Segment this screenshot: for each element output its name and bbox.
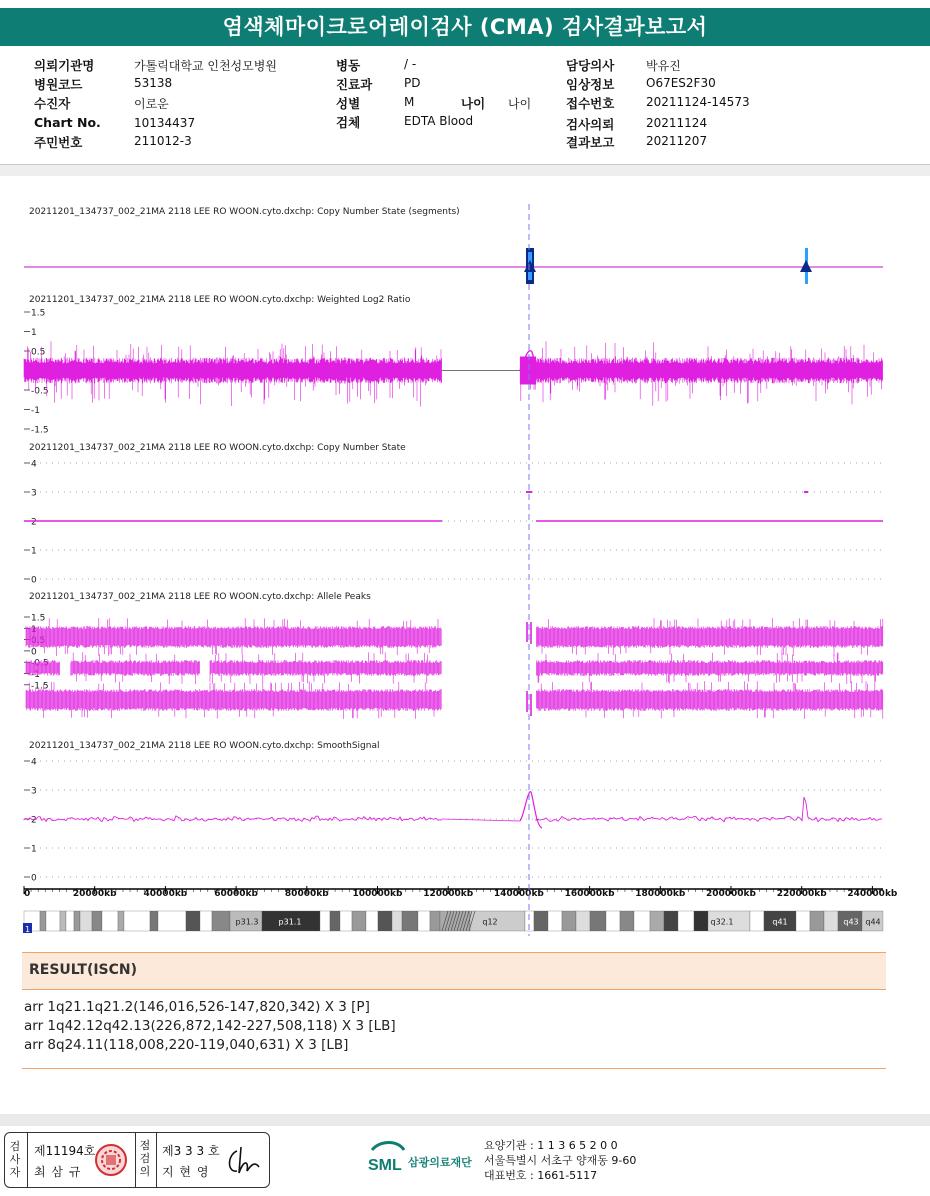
signature-box	[4, 1132, 270, 1188]
axis-tick-label: 0.5	[31, 636, 46, 647]
info-value: 53138	[134, 76, 173, 90]
axis-tick-label: -0.5	[31, 386, 49, 397]
position-tick-label: 60000kb	[214, 889, 258, 899]
ideogram-band	[634, 911, 650, 931]
position-tick-label: 120000kb	[423, 889, 474, 899]
info-value: / -	[404, 57, 417, 71]
ideogram-band	[340, 911, 352, 931]
cma-plot	[0, 176, 930, 946]
info-label: 담당의사	[566, 58, 615, 73]
log2-track-title: 20211201_134737_002_21MA 2118 LEE RO WOON.cyto.dxchp: Weighted Log2 Ratio	[29, 295, 411, 305]
age-label: 나이	[461, 96, 486, 111]
info-value: 이로운	[134, 97, 169, 111]
info-label: 성별	[336, 96, 361, 111]
axis-tick-label: 0	[31, 647, 37, 658]
ideogram-band	[158, 911, 186, 931]
info-label: 병동	[336, 58, 361, 73]
axis-tick-label: 1	[31, 328, 37, 338]
axis-tick-label: -0.5	[31, 658, 49, 669]
axis-tick-label: 1	[31, 624, 37, 635]
info-label: Chart No.	[34, 115, 101, 130]
ideogram-band	[212, 911, 230, 931]
result-list	[24, 998, 396, 1055]
ideogram-band	[650, 911, 664, 931]
ideogram-band-label: q32.1	[710, 917, 734, 927]
axis-tick-label: 1	[31, 546, 37, 557]
axis-tick-label: 3	[31, 786, 37, 797]
axis-tick-label: 2	[31, 815, 37, 826]
reviewer-name: 지 현 영	[162, 1165, 210, 1179]
log2-signal	[24, 341, 883, 406]
axis-tick-label: -1	[31, 670, 40, 680]
ideogram-band	[92, 911, 102, 931]
smooth-line	[24, 816, 442, 822]
ideogram-band	[750, 911, 764, 931]
result-heading-text: RESULT(ISCN)	[29, 962, 138, 978]
ideogram-band	[150, 911, 158, 931]
position-tick-label: 200000kb	[705, 889, 757, 899]
ideogram-band	[186, 911, 200, 931]
ideogram-band	[664, 911, 678, 931]
axis-tick-label: 1	[31, 844, 37, 855]
reviewer-number: 제3 3 3 호	[162, 1144, 220, 1158]
info-label: 수진자	[34, 96, 71, 111]
ideogram-band	[576, 911, 590, 931]
ideogram-band	[678, 911, 694, 931]
reviewer-label: 점검의	[139, 1139, 151, 1178]
lab-name: 삼광의료재단	[408, 1156, 472, 1169]
position-tick-label: 40000kb	[143, 889, 188, 899]
footer-divider	[0, 1114, 930, 1126]
position-tick-label: 140000kb	[493, 889, 544, 899]
chromosome-ideogram	[24, 911, 883, 931]
ideogram-band	[796, 911, 810, 931]
ideogram-band	[40, 911, 46, 931]
ideogram-band	[402, 911, 418, 931]
result-line: arr 1q42.12q42.13(226,872,142-227,508,118) X 3 [LB]	[24, 1018, 396, 1034]
position-tick-label: 20000kb	[72, 889, 117, 899]
lab-info-line: 요양기관 : 1 1 3 6 5 2 0 0	[484, 1139, 618, 1152]
smooth-line	[536, 797, 882, 822]
allele-band	[26, 681, 883, 719]
ideogram-band-label: q41	[772, 917, 788, 927]
ideogram-band	[562, 911, 576, 931]
ideogram-band	[590, 911, 606, 931]
ideogram-band	[66, 911, 74, 931]
axis-tick-label: 1.5	[31, 613, 46, 624]
ideogram-band	[352, 911, 366, 931]
chromosome-label: 1	[24, 925, 31, 934]
ideogram-band	[60, 911, 66, 931]
examiner-name: 최 삼 규	[34, 1165, 82, 1179]
gain-marker	[800, 248, 812, 284]
info-label: 병원코드	[34, 77, 83, 92]
result-line: arr 1q21.1q21.2(146,016,526-147,820,342) X 3 [P]	[24, 999, 370, 1015]
info-value: 10134437	[134, 116, 196, 130]
info-value: 가톨릭대학교 인천성모병원	[134, 59, 277, 73]
ideogram-band	[392, 911, 402, 931]
allele-band	[26, 652, 883, 684]
logo-text: SML	[368, 1157, 402, 1174]
info-label: 의뢰기관명	[34, 58, 95, 73]
gain-marker	[524, 248, 536, 284]
ideogram-band	[124, 911, 150, 931]
ideogram-band-label: q43	[843, 917, 859, 927]
position-tick-label: 220000kb	[776, 889, 827, 899]
info-value: 20211124-14573	[646, 95, 750, 109]
ideogram-band	[810, 911, 824, 931]
cn-signal	[24, 492, 883, 521]
allele-axis	[24, 614, 49, 692]
info-label: 임상정보	[566, 77, 615, 92]
info-value: O67ES2F30	[646, 76, 716, 90]
lab-info-line: 대표번호 : 1661-5117	[484, 1169, 598, 1182]
info-label: 검사의뢰	[566, 117, 615, 132]
axis-tick-label: 0.5	[31, 347, 46, 358]
info-label: 주민번호	[34, 135, 83, 150]
info-value: PD	[404, 76, 421, 90]
result-heading	[22, 952, 886, 990]
reviewer-signature	[223, 1141, 263, 1179]
report-title: 염색체마이크로어레이검사 (CMA) 검사결과보고서	[0, 8, 930, 46]
axis-tick-label: 2	[31, 517, 37, 528]
smooth-gain-peak	[520, 792, 542, 828]
position-tick-label: 240000kb	[847, 889, 898, 899]
smooth-track-title: 20211201_134737_002_21MA 2118 LEE RO WOON.cyto.dxchp: SmoothSignal	[29, 741, 380, 751]
info-value: 20211207	[646, 134, 708, 148]
axis-tick-label: 1.5	[31, 308, 46, 319]
ideogram-band	[80, 911, 92, 931]
ideogram-band	[548, 911, 562, 931]
examiner-seal	[94, 1143, 128, 1177]
info-label: 결과보고	[566, 135, 615, 150]
info-label: 접수번호	[566, 96, 615, 111]
allele-signal	[26, 618, 883, 719]
info-value: 박유진	[646, 59, 681, 73]
segments-track-title: 20211201_134737_002_21MA 2118 LEE RO WOON.cyto.dxchp: Copy Number State (segments)	[29, 207, 460, 217]
ideogram-band	[366, 911, 378, 931]
info-value: EDTA Blood	[404, 114, 474, 128]
ideogram-band	[102, 911, 118, 931]
ideogram-band	[620, 911, 634, 931]
lab-logo	[366, 1140, 472, 1180]
cn-track-title: 20211201_134737_002_21MA 2118 LEE RO WOON.cyto.dxchp: Copy Number State	[29, 443, 406, 453]
ideogram-band	[118, 911, 124, 931]
ideogram-band	[694, 911, 708, 931]
axis-tick-label: -1.5	[31, 681, 49, 692]
info-label: 검체	[336, 115, 361, 130]
ideogram-band-label: p31.3	[235, 917, 259, 927]
ideogram-band	[378, 911, 392, 931]
axis-tick-label: -1	[31, 406, 40, 416]
result-divider	[22, 1068, 886, 1069]
position-tick-label: 160000kb	[564, 889, 615, 899]
info-value: 20211124	[646, 116, 708, 130]
position-tick-label: 0	[24, 889, 31, 899]
lab-info-line: 서울특별시 서초구 양재동 9-60	[484, 1154, 637, 1167]
age-value: 나이	[508, 97, 532, 111]
axis-tick-label: 4	[31, 459, 37, 470]
patient-info	[0, 56, 930, 156]
ideogram-band	[320, 911, 330, 931]
allele-band	[26, 618, 883, 656]
cn-axis	[24, 460, 883, 586]
smooth-signal	[24, 792, 882, 828]
examiner-number: 제11194호	[34, 1144, 96, 1158]
ideogram-band	[606, 911, 620, 931]
ideogram-band-label: q44	[865, 917, 881, 927]
info-value: 211012-3	[134, 134, 192, 148]
ideogram-band	[534, 911, 548, 931]
ideogram-band-label: p31.1	[278, 917, 302, 927]
position-axis	[24, 886, 898, 899]
axis-tick-label: 3	[31, 488, 37, 499]
ideogram-band	[74, 911, 80, 931]
ideogram-band	[330, 911, 340, 931]
allele-track-title: 20211201_134737_002_21MA 2118 LEE RO WOON.cyto.dxchp: Allele Peaks	[29, 592, 371, 602]
ideogram-band	[824, 911, 838, 931]
examiner-label: 검사자	[9, 1140, 21, 1179]
axis-tick-label: 4	[31, 757, 37, 768]
ideogram-band	[200, 911, 212, 931]
ideogram-band	[46, 911, 60, 931]
position-tick-label: 180000kb	[635, 889, 686, 899]
ideogram-band-label: q12	[482, 917, 498, 927]
ideogram-band	[430, 911, 440, 931]
lab-info	[484, 1138, 636, 1183]
position-tick-label: 100000kb	[352, 889, 403, 899]
position-tick-label: 80000kb	[284, 889, 329, 899]
log2-probes	[24, 341, 883, 406]
result-line: arr 8q24.11(118,008,220-119,040,631) X 3 [LB]	[24, 1037, 349, 1053]
axis-tick-label: 0	[31, 873, 37, 884]
smooth-axis	[24, 758, 883, 884]
info-value: M	[404, 95, 415, 109]
axis-tick-label: -1.5	[31, 425, 49, 436]
ideogram-band	[418, 911, 430, 931]
axis-tick-label: 0	[31, 367, 37, 377]
info-label: 진료과	[336, 77, 373, 92]
cma-plot-area	[0, 176, 930, 946]
lab-logo-mark	[366, 1140, 408, 1176]
axis-tick-label: 0	[31, 575, 37, 586]
